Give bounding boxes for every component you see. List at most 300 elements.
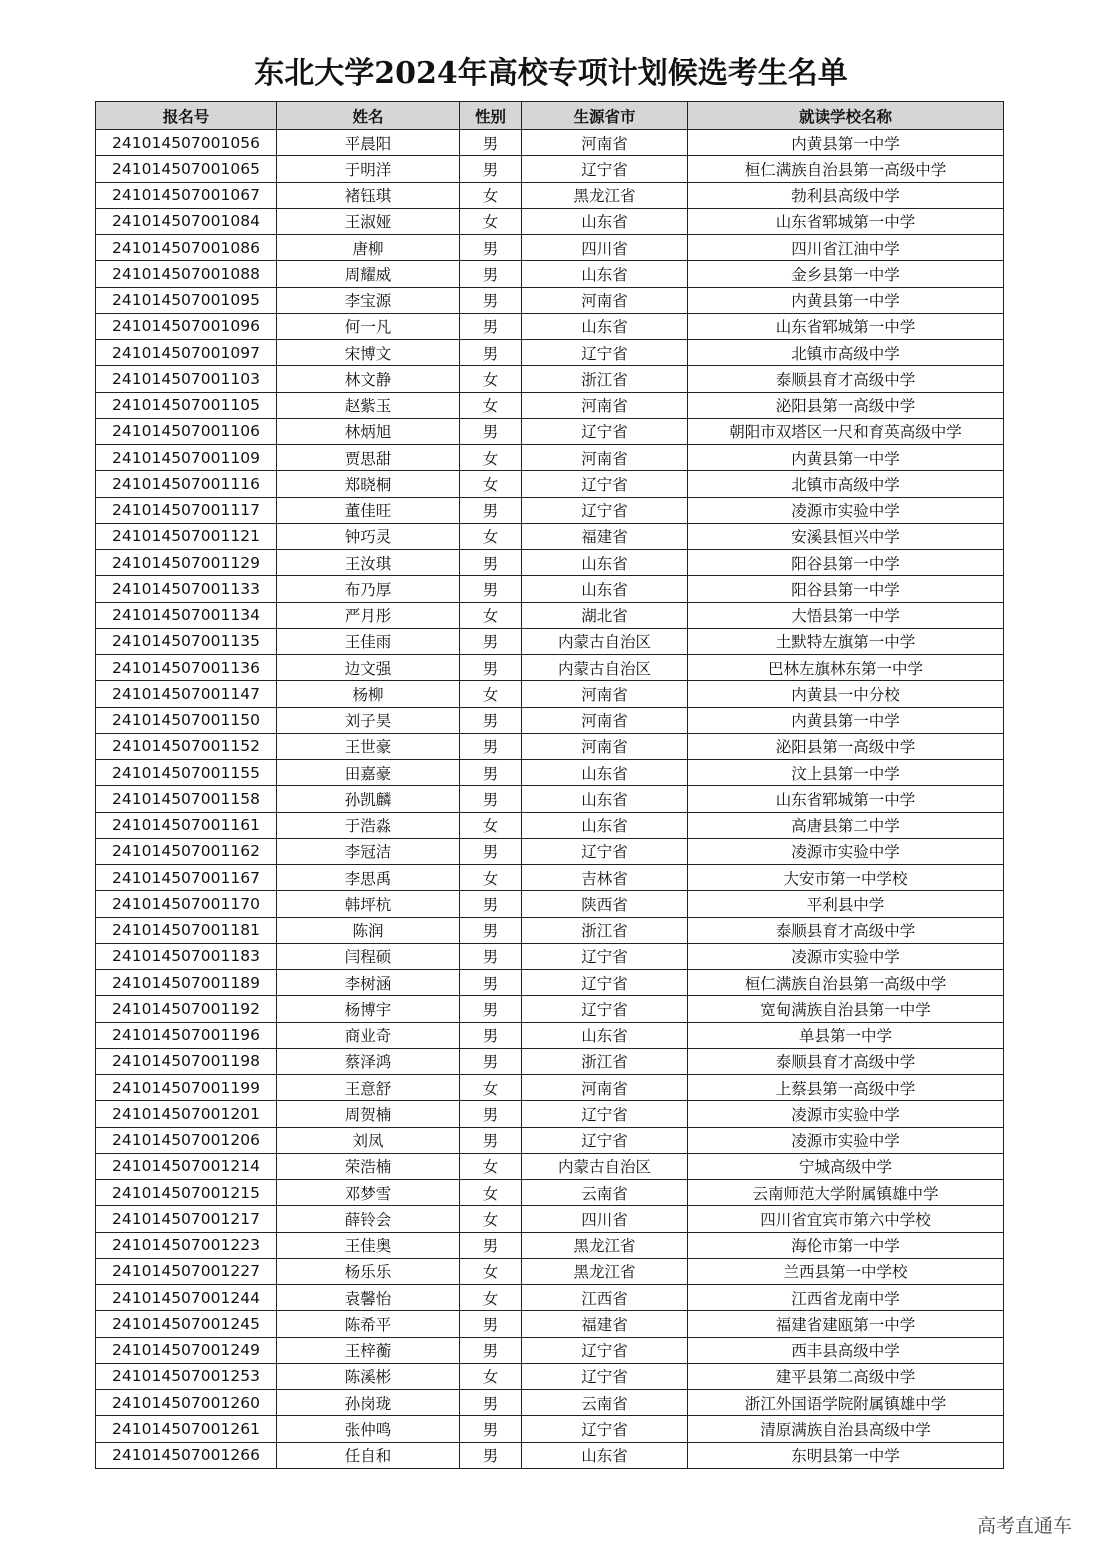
gender-cell: 男 xyxy=(460,733,522,759)
school-cell: 江西省龙南中学 xyxy=(688,1285,1004,1311)
registration-number-cell: 241014507001170 xyxy=(96,891,277,917)
table-row xyxy=(96,970,1004,996)
school-cell: 凌源市实验中学 xyxy=(688,1127,1004,1153)
table-row xyxy=(96,523,1004,549)
name-cell: 贾思甜 xyxy=(277,445,460,471)
table-row xyxy=(96,707,1004,733)
province-cell: 辽宁省 xyxy=(522,497,688,523)
registration-number-cell: 241014507001214 xyxy=(96,1153,277,1179)
name-cell: 任自和 xyxy=(277,1442,460,1468)
school-cell: 桓仁满族自治县第一高级中学 xyxy=(688,970,1004,996)
province-cell: 浙江省 xyxy=(522,917,688,943)
name-cell: 布乃厚 xyxy=(277,576,460,602)
province-cell: 山东省 xyxy=(522,812,688,838)
school-cell: 福建省建瓯第一中学 xyxy=(688,1311,1004,1337)
province-cell: 辽宁省 xyxy=(522,996,688,1022)
name-cell: 于明洋 xyxy=(277,156,460,182)
school-cell: 泰顺县育才高级中学 xyxy=(688,366,1004,392)
table-row xyxy=(96,1285,1004,1311)
page-title: 东北大学2024年高校专项计划候选考生名单 xyxy=(254,56,848,91)
table-row xyxy=(96,471,1004,497)
province-cell: 辽宁省 xyxy=(522,340,688,366)
gender-cell: 男 xyxy=(460,628,522,654)
province-cell: 浙江省 xyxy=(522,1048,688,1074)
school-cell: 内黄县第一中学 xyxy=(688,707,1004,733)
school-cell: 宽甸满族自治县第一中学 xyxy=(688,996,1004,1022)
registration-number-cell: 241014507001167 xyxy=(96,865,277,891)
name-cell: 薛铃会 xyxy=(277,1206,460,1232)
registration-number-cell: 241014507001201 xyxy=(96,1101,277,1127)
table-row xyxy=(96,340,1004,366)
name-cell: 杨博宇 xyxy=(277,996,460,1022)
province-cell: 江西省 xyxy=(522,1285,688,1311)
name-cell: 孙岗珑 xyxy=(277,1390,460,1416)
gender-cell: 男 xyxy=(460,1127,522,1153)
name-cell: 刘凤 xyxy=(277,1127,460,1153)
name-cell: 杨柳 xyxy=(277,681,460,707)
table-row xyxy=(96,917,1004,943)
registration-number-cell: 241014507001198 xyxy=(96,1048,277,1074)
registration-number-cell: 241014507001109 xyxy=(96,445,277,471)
table-row xyxy=(96,550,1004,576)
table-row xyxy=(96,1206,1004,1232)
registration-number-cell: 241014507001192 xyxy=(96,996,277,1022)
province-cell: 云南省 xyxy=(522,1180,688,1206)
gender-cell: 男 xyxy=(460,130,522,156)
gender-cell: 男 xyxy=(460,313,522,339)
school-cell: 北镇市高级中学 xyxy=(688,340,1004,366)
name-cell: 董佳旺 xyxy=(277,497,460,523)
name-cell: 陈润 xyxy=(277,917,460,943)
table-row xyxy=(96,1363,1004,1389)
school-cell: 巴林左旗林东第一中学 xyxy=(688,655,1004,681)
name-cell: 赵紫玉 xyxy=(277,392,460,418)
province-cell: 辽宁省 xyxy=(522,943,688,969)
registration-number-cell: 241014507001135 xyxy=(96,628,277,654)
province-cell: 山东省 xyxy=(522,313,688,339)
table-row xyxy=(96,418,1004,444)
province-cell: 河南省 xyxy=(522,445,688,471)
table-row xyxy=(96,655,1004,681)
province-cell: 内蒙古自治区 xyxy=(522,628,688,654)
gender-cell: 男 xyxy=(460,891,522,917)
province-cell: 山东省 xyxy=(522,1022,688,1048)
table-row xyxy=(96,1390,1004,1416)
school-cell: 北镇市高级中学 xyxy=(688,471,1004,497)
province-cell: 辽宁省 xyxy=(522,1101,688,1127)
province-cell: 山东省 xyxy=(522,786,688,812)
table-row xyxy=(96,681,1004,707)
table-row xyxy=(96,1258,1004,1284)
table-row xyxy=(96,1127,1004,1153)
registration-number-cell: 241014507001206 xyxy=(96,1127,277,1153)
school-cell: 朝阳市双塔区一尺和育英高级中学 xyxy=(688,418,1004,444)
gender-cell: 男 xyxy=(460,943,522,969)
name-cell: 褚钰琪 xyxy=(277,182,460,208)
school-cell: 大悟县第一中学 xyxy=(688,602,1004,628)
name-cell: 王佳奥 xyxy=(277,1232,460,1258)
name-cell: 邓梦雪 xyxy=(277,1180,460,1206)
province-cell: 河南省 xyxy=(522,287,688,313)
school-cell: 勃利县高级中学 xyxy=(688,182,1004,208)
table-row xyxy=(96,1075,1004,1101)
school-cell: 土默特左旗第一中学 xyxy=(688,628,1004,654)
registration-number-cell: 241014507001095 xyxy=(96,287,277,313)
name-cell: 王世豪 xyxy=(277,733,460,759)
table-row xyxy=(96,130,1004,156)
registration-number-cell: 241014507001261 xyxy=(96,1416,277,1442)
registration-number-cell: 241014507001150 xyxy=(96,707,277,733)
registration-number-cell: 241014507001065 xyxy=(96,156,277,182)
table-row xyxy=(96,786,1004,812)
watermark-text: 高考直通车 xyxy=(976,1515,1072,1537)
province-cell: 辽宁省 xyxy=(522,156,688,182)
table-row xyxy=(96,313,1004,339)
table-body xyxy=(96,130,1004,1469)
table-row xyxy=(96,261,1004,287)
school-cell: 汶上县第一中学 xyxy=(688,760,1004,786)
table-row xyxy=(96,445,1004,471)
table-row xyxy=(96,1153,1004,1179)
name-cell: 于浩淼 xyxy=(277,812,460,838)
school-cell: 内黄县一中分校 xyxy=(688,681,1004,707)
registration-number-cell: 241014507001088 xyxy=(96,261,277,287)
province-cell: 河南省 xyxy=(522,707,688,733)
table-row xyxy=(96,1337,1004,1363)
table-row xyxy=(96,576,1004,602)
registration-number-cell: 241014507001117 xyxy=(96,497,277,523)
registration-number-cell: 241014507001183 xyxy=(96,943,277,969)
registration-number-cell: 241014507001215 xyxy=(96,1180,277,1206)
school-cell: 凌源市实验中学 xyxy=(688,1101,1004,1127)
registration-number-cell: 241014507001158 xyxy=(96,786,277,812)
header-gender: 性别 xyxy=(460,102,522,130)
gender-cell: 女 xyxy=(460,602,522,628)
registration-number-cell: 241014507001199 xyxy=(96,1075,277,1101)
gender-cell: 男 xyxy=(460,1416,522,1442)
table-row xyxy=(96,1048,1004,1074)
gender-cell: 女 xyxy=(460,471,522,497)
name-cell: 周贺楠 xyxy=(277,1101,460,1127)
table-row xyxy=(96,865,1004,891)
name-cell: 宋博文 xyxy=(277,340,460,366)
registration-number-cell: 241014507001217 xyxy=(96,1206,277,1232)
name-cell: 陈溪彬 xyxy=(277,1363,460,1389)
school-cell: 四川省宜宾市第六中学校 xyxy=(688,1206,1004,1232)
school-cell: 兰西县第一中学校 xyxy=(688,1258,1004,1284)
province-cell: 湖北省 xyxy=(522,602,688,628)
table-row xyxy=(96,1416,1004,1442)
table-row xyxy=(96,287,1004,313)
registration-number-cell: 241014507001136 xyxy=(96,655,277,681)
name-cell: 何一凡 xyxy=(277,313,460,339)
province-cell: 辽宁省 xyxy=(522,970,688,996)
province-cell: 黑龙江省 xyxy=(522,1258,688,1284)
gender-cell: 男 xyxy=(460,1337,522,1363)
gender-cell: 女 xyxy=(460,392,522,418)
gender-cell: 男 xyxy=(460,917,522,943)
gender-cell: 女 xyxy=(460,1258,522,1284)
name-cell: 荣浩楠 xyxy=(277,1153,460,1179)
name-cell: 唐柳 xyxy=(277,235,460,261)
school-cell: 上蔡县第一高级中学 xyxy=(688,1075,1004,1101)
table-row xyxy=(96,996,1004,1022)
province-cell: 福建省 xyxy=(522,1311,688,1337)
name-cell: 郑晓桐 xyxy=(277,471,460,497)
province-cell: 河南省 xyxy=(522,130,688,156)
registration-number-cell: 241014507001162 xyxy=(96,838,277,864)
name-cell: 周耀威 xyxy=(277,261,460,287)
name-cell: 韩坪杭 xyxy=(277,891,460,917)
school-cell: 海伦市第一中学 xyxy=(688,1232,1004,1258)
gender-cell: 女 xyxy=(460,812,522,838)
table-row xyxy=(96,182,1004,208)
name-cell: 张仲鸣 xyxy=(277,1416,460,1442)
gender-cell: 男 xyxy=(460,1101,522,1127)
gender-cell: 男 xyxy=(460,996,522,1022)
province-cell: 河南省 xyxy=(522,733,688,759)
province-cell: 浙江省 xyxy=(522,366,688,392)
school-cell: 凌源市实验中学 xyxy=(688,838,1004,864)
province-cell: 山东省 xyxy=(522,550,688,576)
registration-number-cell: 241014507001181 xyxy=(96,917,277,943)
school-cell: 阳谷县第一中学 xyxy=(688,550,1004,576)
registration-number-cell: 241014507001227 xyxy=(96,1258,277,1284)
name-cell: 平晨阳 xyxy=(277,130,460,156)
gender-cell: 女 xyxy=(460,681,522,707)
gender-cell: 男 xyxy=(460,786,522,812)
gender-cell: 男 xyxy=(460,340,522,366)
registration-number-cell: 241014507001103 xyxy=(96,366,277,392)
candidate-table xyxy=(95,101,1004,1469)
name-cell: 王佳雨 xyxy=(277,628,460,654)
table-row xyxy=(96,235,1004,261)
gender-cell: 男 xyxy=(460,655,522,681)
school-cell: 大安市第一中学校 xyxy=(688,865,1004,891)
gender-cell: 女 xyxy=(460,1363,522,1389)
table-row xyxy=(96,156,1004,182)
province-cell: 辽宁省 xyxy=(522,1363,688,1389)
gender-cell: 男 xyxy=(460,576,522,602)
registration-number-cell: 241014507001106 xyxy=(96,418,277,444)
school-cell: 清原满族自治县高级中学 xyxy=(688,1416,1004,1442)
name-cell: 林炳旭 xyxy=(277,418,460,444)
school-cell: 西丰县高级中学 xyxy=(688,1337,1004,1363)
province-cell: 河南省 xyxy=(522,681,688,707)
table-header-row xyxy=(96,102,1004,130)
name-cell: 王汝琪 xyxy=(277,550,460,576)
name-cell: 刘子昊 xyxy=(277,707,460,733)
registration-number-cell: 241014507001161 xyxy=(96,812,277,838)
registration-number-cell: 241014507001105 xyxy=(96,392,277,418)
name-cell: 林文静 xyxy=(277,366,460,392)
header-registration-number: 报名号 xyxy=(96,102,277,130)
registration-number-cell: 241014507001253 xyxy=(96,1363,277,1389)
table-row xyxy=(96,392,1004,418)
table-row xyxy=(96,943,1004,969)
registration-number-cell: 241014507001067 xyxy=(96,182,277,208)
name-cell: 商业奇 xyxy=(277,1022,460,1048)
province-cell: 辽宁省 xyxy=(522,838,688,864)
table-row xyxy=(96,628,1004,654)
gender-cell: 男 xyxy=(460,261,522,287)
school-cell: 浙江外国语学院附属镇雄中学 xyxy=(688,1390,1004,1416)
table-row xyxy=(96,1232,1004,1258)
province-cell: 山东省 xyxy=(522,261,688,287)
registration-number-cell: 241014507001245 xyxy=(96,1311,277,1337)
province-cell: 内蒙古自治区 xyxy=(522,655,688,681)
registration-number-cell: 241014507001223 xyxy=(96,1232,277,1258)
name-cell: 王意舒 xyxy=(277,1075,460,1101)
registration-number-cell: 241014507001084 xyxy=(96,208,277,234)
school-cell: 东明县第一中学 xyxy=(688,1442,1004,1468)
gender-cell: 女 xyxy=(460,1075,522,1101)
registration-number-cell: 241014507001196 xyxy=(96,1022,277,1048)
province-cell: 辽宁省 xyxy=(522,1416,688,1442)
table-row xyxy=(96,1442,1004,1468)
province-cell: 河南省 xyxy=(522,392,688,418)
gender-cell: 男 xyxy=(460,1311,522,1337)
school-cell: 阳谷县第一中学 xyxy=(688,576,1004,602)
gender-cell: 女 xyxy=(460,1180,522,1206)
province-cell: 陕西省 xyxy=(522,891,688,917)
table-row xyxy=(96,1101,1004,1127)
province-cell: 云南省 xyxy=(522,1390,688,1416)
province-cell: 山东省 xyxy=(522,760,688,786)
gender-cell: 女 xyxy=(460,366,522,392)
school-cell: 安溪县恒兴中学 xyxy=(688,523,1004,549)
name-cell: 闫程硕 xyxy=(277,943,460,969)
gender-cell: 女 xyxy=(460,1206,522,1232)
province-cell: 福建省 xyxy=(522,523,688,549)
name-cell: 王淑娅 xyxy=(277,208,460,234)
table-row xyxy=(96,208,1004,234)
registration-number-cell: 241014507001249 xyxy=(96,1337,277,1363)
gender-cell: 男 xyxy=(460,838,522,864)
gender-cell: 男 xyxy=(460,1048,522,1074)
province-cell: 辽宁省 xyxy=(522,418,688,444)
school-cell: 内黄县第一中学 xyxy=(688,130,1004,156)
school-cell: 泌阳县第一高级中学 xyxy=(688,733,1004,759)
gender-cell: 女 xyxy=(460,865,522,891)
name-cell: 李冠洁 xyxy=(277,838,460,864)
table-row xyxy=(96,602,1004,628)
table-row xyxy=(96,891,1004,917)
school-cell: 山东省郓城第一中学 xyxy=(688,313,1004,339)
name-cell: 严月彤 xyxy=(277,602,460,628)
province-cell: 山东省 xyxy=(522,576,688,602)
registration-number-cell: 241014507001260 xyxy=(96,1390,277,1416)
province-cell: 吉林省 xyxy=(522,865,688,891)
province-cell: 四川省 xyxy=(522,235,688,261)
name-cell: 蔡泽鸿 xyxy=(277,1048,460,1074)
name-cell: 袁馨怡 xyxy=(277,1285,460,1311)
registration-number-cell: 241014507001056 xyxy=(96,130,277,156)
province-cell: 辽宁省 xyxy=(522,1127,688,1153)
school-cell: 高唐县第二中学 xyxy=(688,812,1004,838)
school-cell: 单县第一中学 xyxy=(688,1022,1004,1048)
table-row xyxy=(96,366,1004,392)
school-cell: 金乡县第一中学 xyxy=(688,261,1004,287)
gender-cell: 女 xyxy=(460,445,522,471)
registration-number-cell: 241014507001133 xyxy=(96,576,277,602)
school-cell: 四川省江油中学 xyxy=(688,235,1004,261)
province-cell: 山东省 xyxy=(522,1442,688,1468)
name-cell: 边文强 xyxy=(277,655,460,681)
header-province: 生源省市 xyxy=(522,102,688,130)
gender-cell: 男 xyxy=(460,760,522,786)
gender-cell: 男 xyxy=(460,287,522,313)
province-cell: 内蒙古自治区 xyxy=(522,1153,688,1179)
registration-number-cell: 241014507001121 xyxy=(96,523,277,549)
province-cell: 辽宁省 xyxy=(522,1337,688,1363)
name-cell: 王梓蘅 xyxy=(277,1337,460,1363)
gender-cell: 男 xyxy=(460,970,522,996)
gender-cell: 女 xyxy=(460,182,522,208)
name-cell: 李宝源 xyxy=(277,287,460,313)
registration-number-cell: 241014507001116 xyxy=(96,471,277,497)
gender-cell: 男 xyxy=(460,1232,522,1258)
header-name: 姓名 xyxy=(277,102,460,130)
gender-cell: 男 xyxy=(460,235,522,261)
registration-number-cell: 241014507001152 xyxy=(96,733,277,759)
school-cell: 泰顺县育才高级中学 xyxy=(688,1048,1004,1074)
gender-cell: 女 xyxy=(460,1153,522,1179)
name-cell: 钟巧灵 xyxy=(277,523,460,549)
school-cell: 泌阳县第一高级中学 xyxy=(688,392,1004,418)
province-cell: 四川省 xyxy=(522,1206,688,1232)
gender-cell: 男 xyxy=(460,418,522,444)
name-cell: 杨乐乐 xyxy=(277,1258,460,1284)
registration-number-cell: 241014507001134 xyxy=(96,602,277,628)
table-row xyxy=(96,733,1004,759)
registration-number-cell: 241014507001155 xyxy=(96,760,277,786)
gender-cell: 男 xyxy=(460,707,522,733)
registration-number-cell: 241014507001147 xyxy=(96,681,277,707)
registration-number-cell: 241014507001244 xyxy=(96,1285,277,1311)
school-cell: 山东省郓城第一中学 xyxy=(688,786,1004,812)
name-cell: 田嘉豪 xyxy=(277,760,460,786)
gender-cell: 男 xyxy=(460,156,522,182)
table-row xyxy=(96,760,1004,786)
gender-cell: 女 xyxy=(460,523,522,549)
name-cell: 陈希平 xyxy=(277,1311,460,1337)
registration-number-cell: 241014507001086 xyxy=(96,235,277,261)
gender-cell: 女 xyxy=(460,1285,522,1311)
school-cell: 泰顺县育才高级中学 xyxy=(688,917,1004,943)
header-school: 就读学校名称 xyxy=(688,102,1004,130)
gender-cell: 女 xyxy=(460,208,522,234)
school-cell: 内黄县第一中学 xyxy=(688,445,1004,471)
table-row xyxy=(96,838,1004,864)
name-cell: 李树涵 xyxy=(277,970,460,996)
province-cell: 黑龙江省 xyxy=(522,182,688,208)
table-row xyxy=(96,1311,1004,1337)
table-row xyxy=(96,497,1004,523)
gender-cell: 男 xyxy=(460,1390,522,1416)
name-cell: 李思禹 xyxy=(277,865,460,891)
province-cell: 河南省 xyxy=(522,1075,688,1101)
province-cell: 辽宁省 xyxy=(522,471,688,497)
table-row xyxy=(96,1022,1004,1048)
gender-cell: 男 xyxy=(460,497,522,523)
gender-cell: 男 xyxy=(460,1022,522,1048)
name-cell: 孙凯麟 xyxy=(277,786,460,812)
school-cell: 内黄县第一中学 xyxy=(688,287,1004,313)
registration-number-cell: 241014507001097 xyxy=(96,340,277,366)
province-cell: 山东省 xyxy=(522,208,688,234)
registration-number-cell: 241014507001096 xyxy=(96,313,277,339)
